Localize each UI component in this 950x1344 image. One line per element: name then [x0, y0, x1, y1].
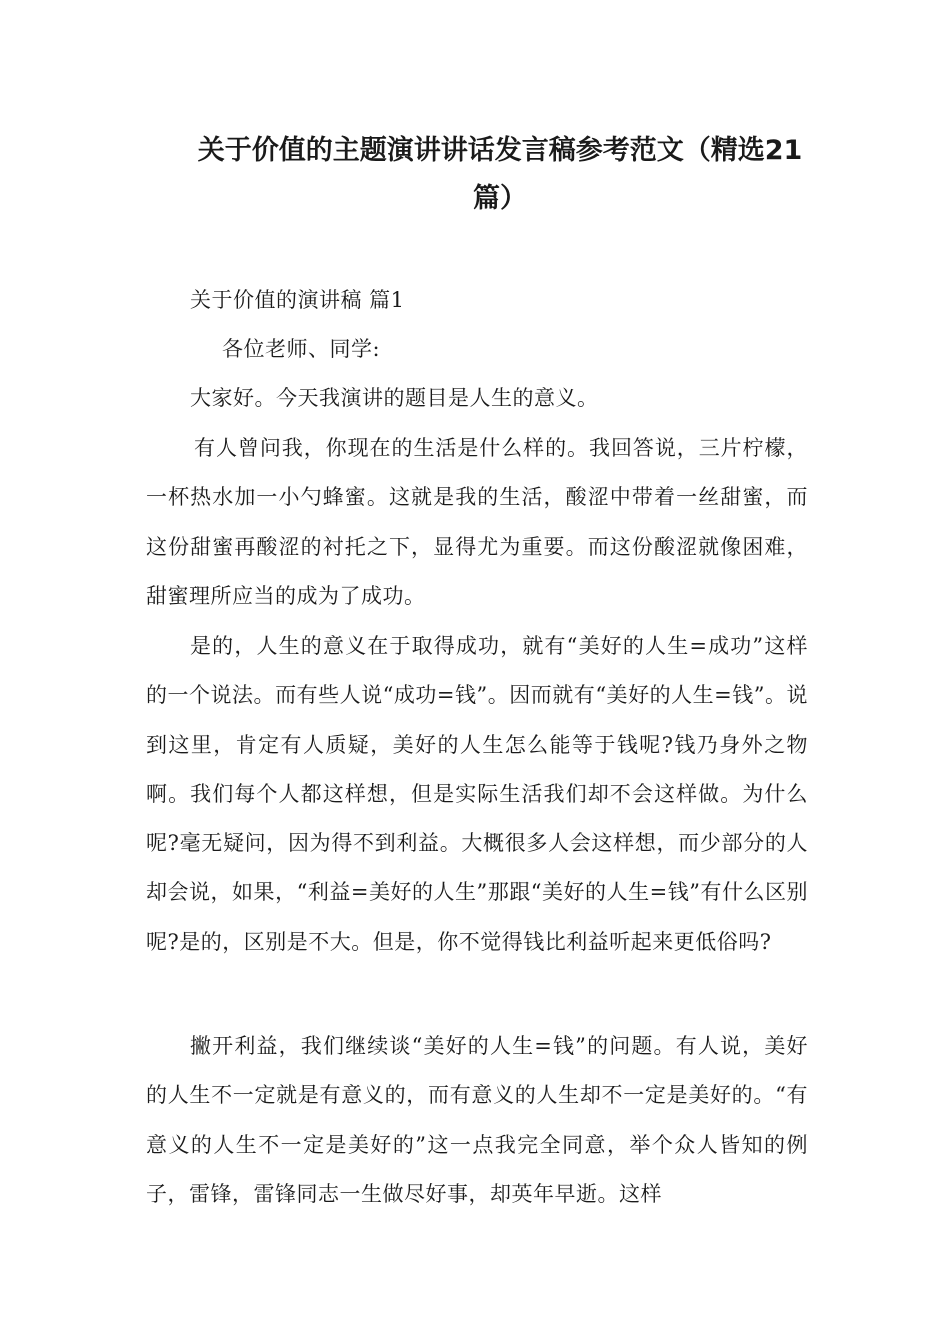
- document-title: 关于价值的主题演讲讲话发言稿参考范文（精选21: [197, 135, 803, 166]
- paragraph: [146, 424, 808, 621]
- paragraph: 是的，人生的意义在于取得成功，就有“美好的人生=成功”这样的一个说法。而有些人说“成功=钱”。因而就有“美好的人生=钱”。说到这里，肯定有人质疑，美好的人生怎么能等于钱呢?钱乃身外之物啊。我们每个人都这样想，但是实际生活我们却不会这样做。为什么呢?毫无疑问，因为得不到利益。大概很多人会这样想，而少部分的人却会说，如果，“利益=美好的人生”那跟“美好的人生=钱”有什么区别呢?是的，区别是不大。但是，你不觉得钱比利益听起来更低俗吗?: [146, 634, 808, 954]
- paragraph: 撇开利益，我们继续谈“美好的人生=钱”的问题。有人说，美好的人生不一定就是有意义的，而有意义的人生却不一定是美好的。“有意义的人生不一定是美好的”这一点我完全同意，举个众人皆知的例子，雷锋，雷锋同志一生做尽好事，却英年早逝。这样: [146, 1034, 808, 1206]
- paragraph-greeting: 大家好。今天我演讲的题目是人生的意义。: [190, 386, 599, 410]
- document-title-continued: 篇）: [473, 183, 527, 214]
- salutation: 各位老师、同学:: [222, 337, 381, 361]
- paragraph-text: 有人曾问我，你现在的生活是什么样的。我回答说，三片柠檬，一杯热水加一小勺蜂蜜。这就是我的生活，酸涩中带着一丝甜蜜，而这份甜蜜再酸涩的衬托之下，显得尤为重要。而这份酸涩就像困难，甜蜜理所应当的成为了成功。: [146, 436, 808, 608]
- section-heading: 关于价值的演讲稿 篇1: [190, 288, 405, 312]
